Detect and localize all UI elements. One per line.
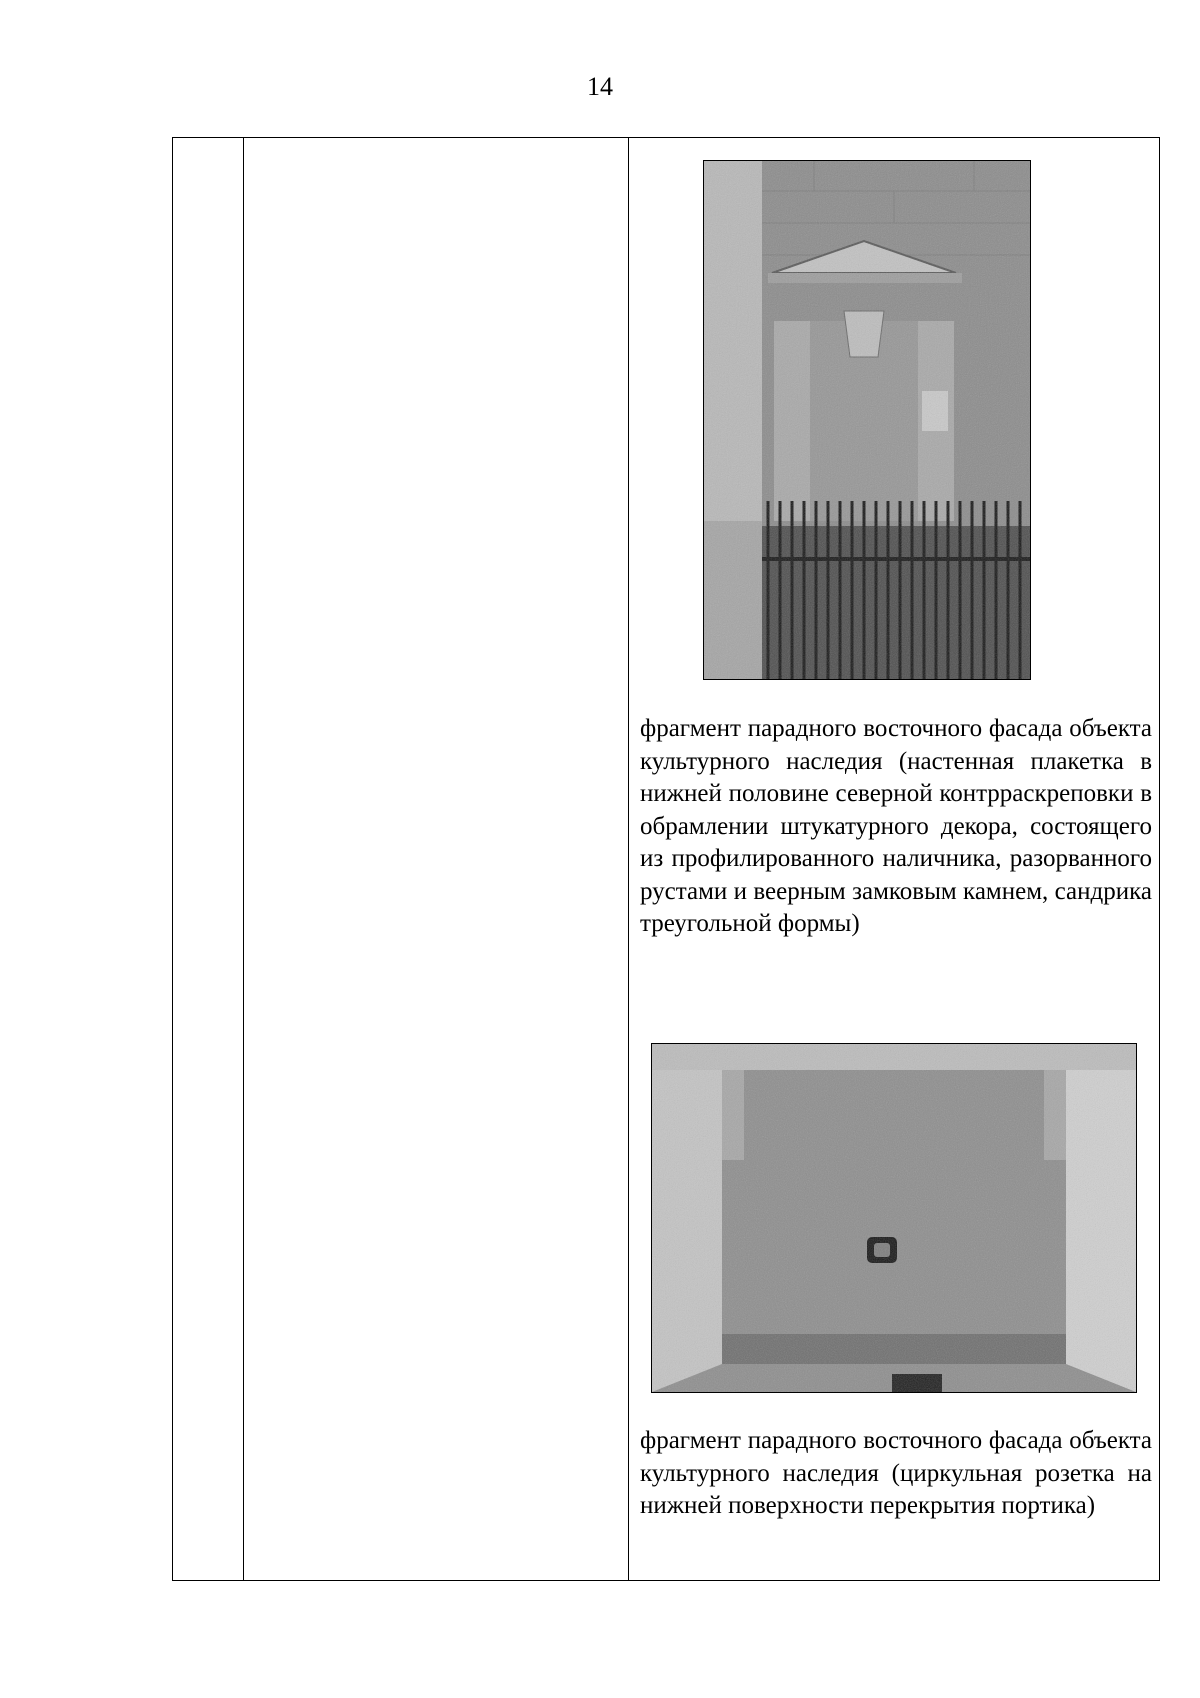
facade-photo-window [703, 160, 1031, 680]
heritage-table [172, 137, 1160, 1581]
photo-description-cell [629, 138, 1159, 1580]
page-number: 14 [587, 72, 613, 101]
photo-caption-2: фрагмент парадного восточного фасада объекта культурного наследия (циркульная розетка на нижней поверхности перекрытия портика) [640, 1427, 1152, 1519]
portico-ceiling-photo [651, 1043, 1137, 1393]
column-divider-1 [243, 138, 244, 1580]
photo-caption-1: фрагмент парадного восточного фасада объекта культурного наследия (настенная плакетка в нижней половине северной контрраскреповки в обрамлении штукатурного декора, состоящего из профилированного наличника, разорванного рустами и веерным замковым камнем, сандрика треугольной формы) [640, 715, 1152, 937]
